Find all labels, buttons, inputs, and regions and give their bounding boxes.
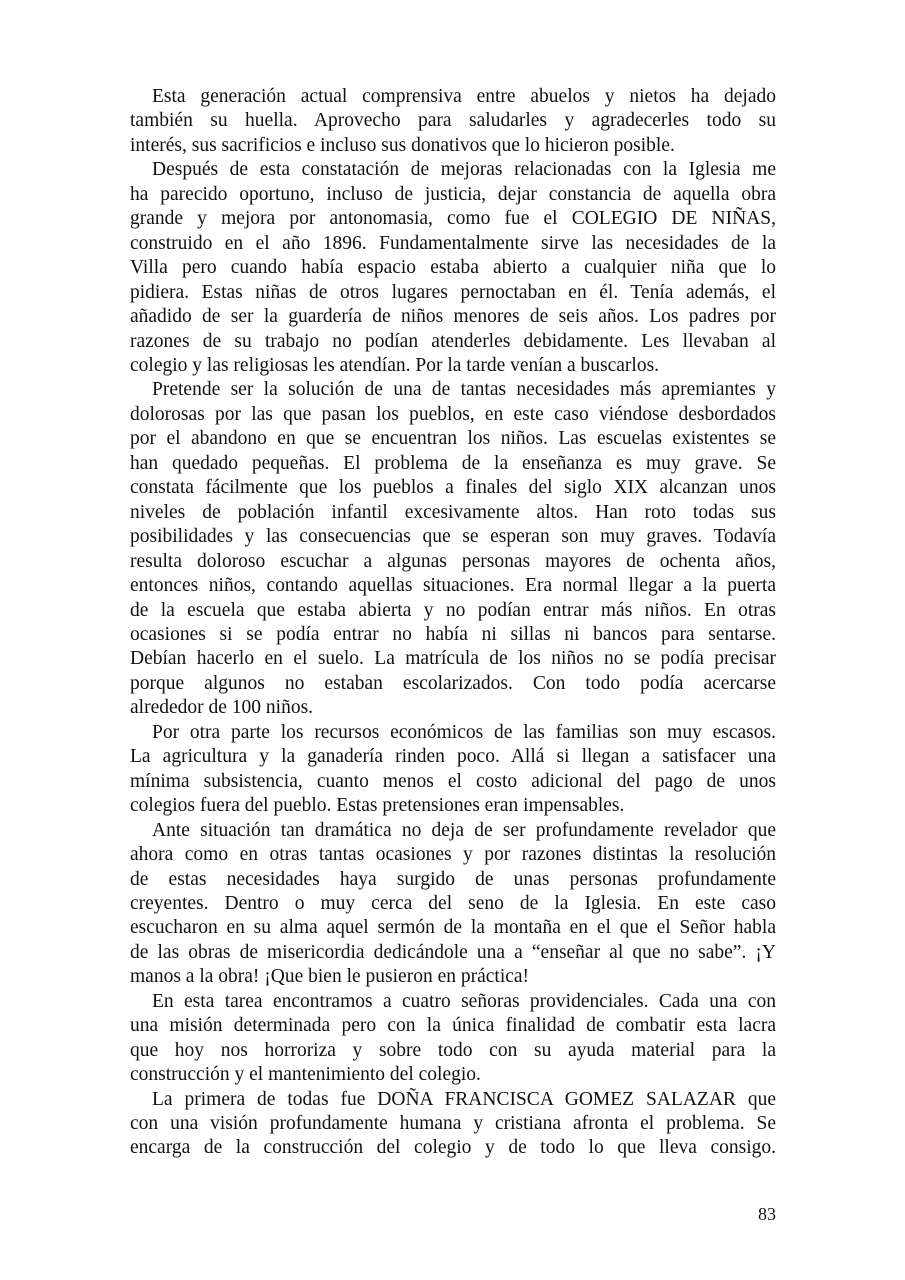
text-line: manos a la obra! ¡Que bien le pusieron en práctica!: [130, 966, 530, 988]
text-line: ha parecido oportuno, incluso de justicia, dejar constancia de aquella obra: [130, 183, 776, 205]
text-line: encarga de la construcción del colegio y de todo lo que lleva consigo.: [130, 1137, 776, 1159]
text-line: Por otra parte los recursos económicos de las familias son muy escasos.: [152, 721, 776, 743]
text-line: de las obras de misericordia dedicándole una a “enseñar al que no sabe”. ¡Y: [130, 941, 776, 963]
text-line: interés, sus sacrificios e incluso sus donativos que lo hicieron posible.: [130, 134, 675, 156]
text-line: ocasiones si se podía entrar no había ni sillas ni bancos para sentarse.: [130, 623, 776, 645]
text-line: Esta generación actual comprensiva entre abuelos y nietos ha dejado: [152, 86, 776, 107]
text-line: grande y mejora por antonomasia, como fue el COLEGIO DE NIÑAS,: [130, 208, 776, 230]
text-line: Después de esta constatación de mejoras relacionadas con la Iglesia me: [152, 159, 776, 181]
text-line: que hoy nos horroriza y sobre todo con su ayuda material para la: [130, 1039, 776, 1061]
text-line: también su huella. Aprovecho para saludarles y agradecerles todo su: [130, 110, 776, 132]
page-number: 83: [758, 1204, 776, 1224]
paragraph: [130, 85, 776, 158]
text-line: porque algunos no estaban escolarizados. Con todo podía acercarse: [130, 672, 776, 694]
text-line: dolorosas por las que pasan los pueblos, en este caso viéndose desbordados: [130, 403, 776, 425]
text-line: de la escuela que estaba abierta y no podían entrar más niños. En otras: [130, 599, 776, 621]
text-line: mínima subsistencia, cuanto menos el costo adicional del pago de unos: [130, 770, 776, 792]
paragraph: [130, 990, 776, 1088]
text-line: resulta doloroso escuchar a algunas personas mayores de ochenta años,: [130, 550, 776, 572]
text-line: En esta tarea encontramos a cuatro señoras providenciales. Cada una con: [152, 990, 776, 1012]
text-line: escucharon en su alma aquel sermón de la montaña en el que el Señor habla: [130, 917, 776, 939]
text-line: entonces niños, contando aquellas situaciones. Era normal llegar a la puerta: [130, 575, 776, 597]
text-line: colegio y las religiosas les atendían. Por la tarde venían a buscarlos.: [130, 354, 660, 376]
paragraph: [130, 1088, 776, 1161]
text-line: creyentes. Dentro o muy cerca del seno de la Iglesia. En este caso: [130, 892, 776, 914]
text-line: constata fácilmente que los pueblos a finales del siglo XIX alcanzan unos: [130, 477, 776, 499]
text-line: colegios fuera del pueblo. Estas pretensiones eran impensables.: [130, 795, 625, 817]
text-line: una misión determinada pero con la única finalidad de combatir esta lacra: [130, 1015, 776, 1037]
paragraph: [130, 378, 776, 720]
text-line: con una visión profundamente humana y cristiana afronta el problema. Se: [130, 1113, 776, 1135]
text-line: Villa pero cuando había espacio estaba abierto a cualquier niña que lo: [130, 257, 776, 279]
body-text: [130, 85, 776, 1161]
text-line: posibilidades y las consecuencias que se esperan son muy graves. Todavía: [130, 526, 776, 548]
paragraph: [130, 721, 776, 819]
text-line: niveles de población infantil excesivamente altos. Han roto todas sus: [130, 501, 776, 523]
text-line: por el abandono en que se encuentran los niños. Las escuelas existentes se: [130, 428, 776, 450]
text-line: han quedado pequeñas. El problema de la enseñanza es muy grave. Se: [130, 452, 776, 474]
text-line: razones de su trabajo no podían atenderles debidamente. Les llevaban al: [130, 330, 776, 352]
text-line: La agricultura y la ganadería rinden poco. Allá si llegan a satisfacer una: [130, 746, 776, 768]
paragraph: [130, 158, 776, 378]
text-line: Pretende ser la solución de una de tantas necesidades más apremiantes y: [152, 379, 776, 401]
text-line: de estas necesidades haya surgido de unas personas profundamente: [130, 868, 776, 890]
text-line: La primera de todas fue DOÑA FRANCISCA GOMEZ SALAZAR que: [152, 1088, 776, 1110]
text-line: Debían hacerlo en el suelo. La matrícula de los niños no se podía precisar: [130, 648, 776, 670]
text-line: Ante situación tan dramática no deja de ser profundamente revelador que: [152, 819, 776, 841]
text-line: pidiera. Estas niñas de otros lugares pernoctaban en él. Tenía además, el: [130, 281, 776, 303]
text-line: ahora como en otras tantas ocasiones y por razones distintas la resolución: [130, 844, 776, 866]
text-line: construido en el año 1896. Fundamentalmente sirve las necesidades de la: [130, 232, 776, 254]
text-line: añadido de ser la guardería de niños menores de seis años. Los padres por: [130, 306, 776, 328]
paragraph: [130, 819, 776, 990]
text-line: alrededor de 100 niños.: [130, 697, 314, 719]
text-line: construcción y el mantenimiento del colegio.: [130, 1064, 481, 1086]
